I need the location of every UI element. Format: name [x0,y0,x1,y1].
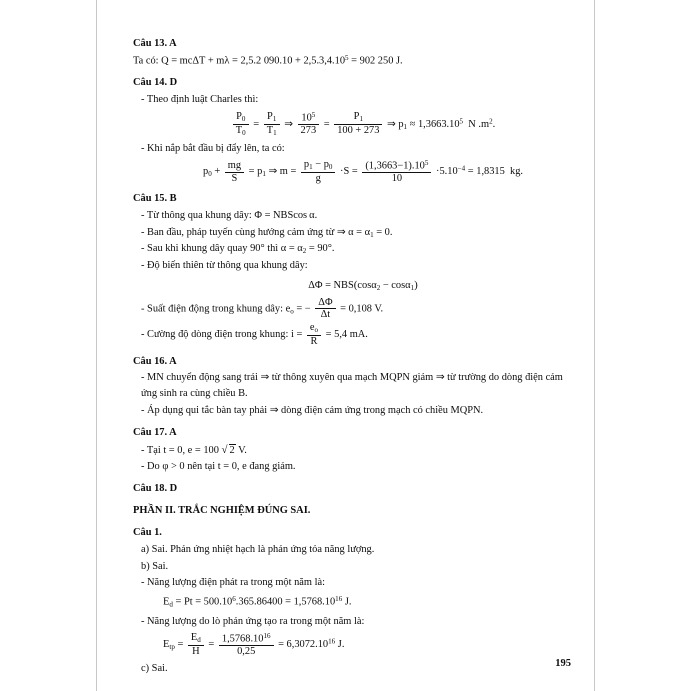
cau-15-line-1: - Từ thông qua khung dây: Φ = NBScos α. [141,209,318,221]
page-number: 195 [555,658,571,669]
cau-17-line-1-suffix: V. [235,444,247,456]
heading-cau-18: Câu 18. D [133,483,178,495]
cau-14-line-1: - Theo định luật Charles thì: [141,93,259,105]
page-right-rule [594,0,595,691]
heading-cau-14: Câu 14. D [133,77,178,89]
cau-15-line-3: - Sau khi khung dây quay 90° thì $\alpha = \alpha_2 = 90^\circ$. [141,243,335,256]
cau-1-a: a) Sai. Phản ứng nhiệt hạch là phản ứng tỏa năng lượng. [141,543,375,555]
cau-1-b-line-2: - Năng lượng do lò phản ứng tạo ra trong một năm là: [141,615,365,627]
cau-1-equation-2: $E_{tp}$ = $\frac{E_d}{H}$ = $\frac{1,5768.10^{16}}{0,25}$ = $6,3072.10^{16}$ J. [163,631,345,658]
cau-13-solution: Ta có: Q = mcΔT + mλ = 2,5.2 $090.10 + 2,5.3,4.10^5 = 902$ 250 J. [133,53,403,67]
cau-15-line-5-text: - Suất điện động trong khung dây: [141,303,286,315]
heading-cau-1: Câu 1. [133,526,162,538]
page-left-rule [96,0,97,691]
cau-14-equation-2: $p_0$ + $\frac{mg}{S}$ = $p_1$ ⇒ m = $\frac{p_1 - p_0}{g}$ ·S = $\frac{(1,3663-1).10^5}{10}$ $\cdot 5.10^{-4} = 1,8315$ kg. [202,158,524,185]
heading-cau-13: Câu 13. A [133,38,177,49]
cau-15-line-4: - Độ biến thiên từ thông qua khung dây: [141,260,308,272]
cau-15-line-6-text: - Cường độ dòng điện trong khung: [141,329,291,341]
cau-1-equation-1: $E_d = Pt = 500.10^6.365.86400 = 1,5768.10^{16}$ J. [163,595,352,609]
cau-1-c: c) Sai. [141,662,168,674]
cau-16-line-1: - MN chuyển động sang trái ⇒ từ thông xuyên qua mạch MQPN giảm ⇒ từ trường do dòng điện cảm ứng sinh ra cùng chiều B. [141,372,563,400]
cau-1-b-line-1: - Năng lượng điện phát ra trong một năm là: [141,577,325,589]
cau-15-line-6: - Cường độ dòng điện trong khung: i = $\frac{e_o}{R}$ = 5,4 mA. [141,322,368,347]
heading-cau-16: Câu 16. A [133,355,177,367]
cau-14-line-2: - Khi nắp bắt đầu bị đẩy lên, ta có: [141,142,285,154]
cau-15-line-1-text: - Từ thông qua khung dây: [141,209,255,221]
cau-15-line-5: - Suất điện động trong khung dây: $e_o$ = − $\frac{\Delta\Phi}{\Delta t}$ = 0,108 V. [141,296,384,321]
section-phan-2: PHẦN II. TRẮC NGHIỆM ĐÚNG SAI. [133,505,311,517]
cau-14-equation-1: $\frac{P_0}{T_0}$ = $\frac{P_1}{T_1}$ ⇒ $\frac{10^5}{273}$ = $\frac{P_1}{100 + 273}$ ⇒ $p_1 \approx 1,3663.10^5$ N $.m^2$. [133,111,563,138]
cau-16-line-2: - Áp dụng qui tắc bàn tay phải ⇒ dòng điện cảm ứng trong mạch có chiều MQPN. [141,405,484,417]
cau-17-line-1: - Tại t = 0, e = 100 √ 2 V. [141,443,247,456]
heading-cau-15: Câu 15. B [133,192,177,204]
cau-15-line-3-text: - Sau khi khung dây quay 90° thì [141,243,281,255]
cau-1-b: b) Sai. [141,560,169,572]
cau-17-line-1-prefix: - Tại t = 0, e = 100 [141,444,222,456]
cau-17-line-2: - Do φ > 0 nên tại t = 0, e đang giảm. [141,461,296,473]
cau-15-equation-1: ΔΦ = NBS(cosα$_2$ − cosα$_1$) [308,278,418,292]
page-content [133,36,563,678]
heading-cau-17: Câu 17. A [133,426,177,438]
cau-15-line-2: - Ban đầu, pháp tuyến cùng hướng cảm ứng từ ⇒ $\alpha = \alpha_1 = 0$. [141,226,393,239]
cau-15-line-2-text: - Ban đầu, pháp tuyến cùng hướng cảm ứng từ [141,226,337,238]
